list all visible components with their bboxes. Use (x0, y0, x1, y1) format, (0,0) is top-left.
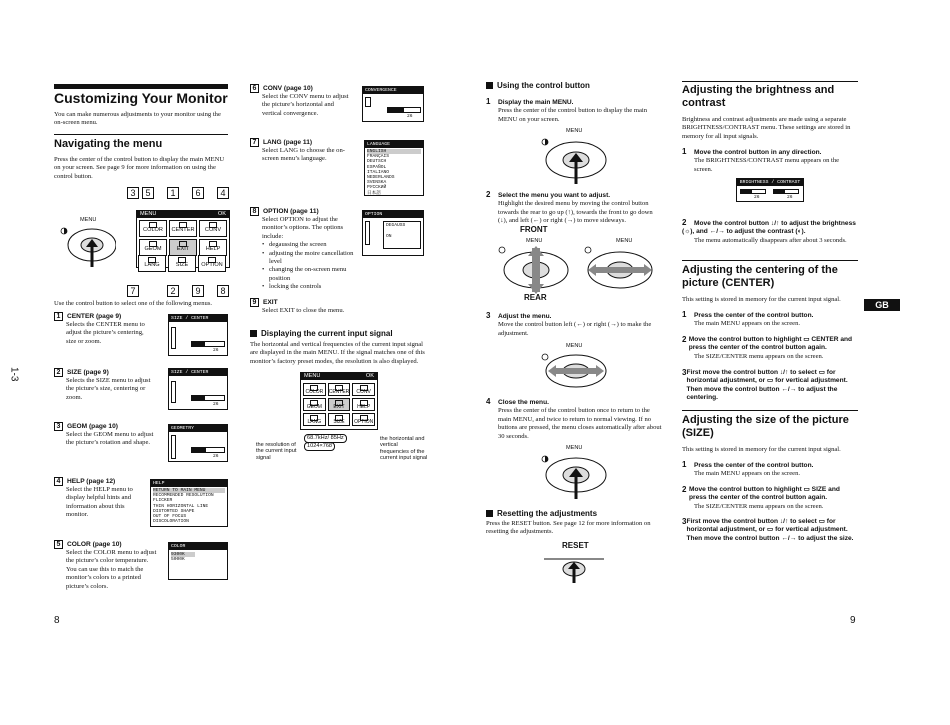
item-text: Selects the CENTER menu to adjust the picture’s centering, size or zoom. (66, 321, 145, 345)
osd-language (364, 140, 424, 196)
osd-size-center-1 (168, 314, 228, 356)
option-bullet: • degaussing the screen (262, 241, 356, 249)
signal-menu-ok: OK (365, 373, 374, 379)
reset-button-icon (542, 553, 606, 583)
control-step-1 (486, 98, 662, 124)
item-text: Select EXIT to close the menu. (262, 307, 345, 314)
brightness-slider (740, 189, 766, 194)
use-control-text: Use the control button to select one of the following menus. (54, 300, 213, 307)
square-bullet-icon (486, 82, 493, 89)
osd-icon-column (171, 381, 176, 403)
square-bullet-icon (486, 510, 493, 517)
callout-5: 5 (142, 187, 154, 199)
main-menu-header (137, 211, 229, 218)
control-button-directions-icon (496, 244, 658, 294)
menu-cell-center[interactable]: CENTER (169, 220, 197, 237)
item-title: OPTION (page 11) (263, 208, 319, 215)
option-list (250, 241, 356, 291)
step-body: Press the center of the control button once to return to the main MENU, and twice to return to normal viewing. If no buttons are pressed, the menu closes automatically after about 30 seconds. (498, 407, 662, 440)
brightness-value: 26 (754, 195, 760, 200)
control-step-4 (486, 398, 662, 441)
menu-cell-color[interactable]: COLOR (303, 383, 326, 396)
step-number: 2 (682, 218, 687, 227)
rear-label: REAR (524, 293, 547, 302)
step-head: First move the control button ↓/↑ to select ▭ for horizontal adjustment, or ▭ for vertical adjustment. Then move the control button ←/→ to adjust the size. (686, 518, 854, 542)
item-num: 3 (54, 422, 63, 431)
language-option: FRANÇAIS (367, 154, 390, 160)
degauss-value: ON (386, 234, 392, 240)
osd-value: 26 (213, 454, 219, 459)
menu-cell-color[interactable]: COLOR (139, 220, 167, 237)
page-number-left: 8 (54, 615, 60, 626)
language-option: SVENSKA (367, 180, 387, 186)
help-line: FLICKER (153, 498, 173, 504)
step-body: The menu automatically disappears after about 3 seconds. (694, 236, 847, 244)
resetting-title (486, 509, 597, 519)
language-option: 日本語 (367, 190, 381, 196)
resetting-title-text: Resetting the adjustments (497, 509, 598, 518)
side-label: 1-3 (8, 366, 20, 382)
help-line: DISCOLORATION (153, 519, 189, 525)
step-number: 1 (682, 310, 687, 319)
menu-cell-geom[interactable]: GEOM (139, 239, 167, 256)
control-title-text: Using the control button (497, 81, 590, 90)
menu-button-label: MENU (616, 238, 633, 244)
callout-1: 1 (167, 187, 179, 199)
menu-cell-option[interactable]: OPTION (198, 255, 226, 272)
displaying-title (250, 329, 393, 339)
menu-cell-conv[interactable]: CONV (199, 220, 227, 237)
menu-button-label: MENU (80, 217, 97, 223)
brightness-title: Adjusting the brightness and contrast (682, 84, 835, 109)
menu-cell-help[interactable]: HELP (352, 398, 375, 411)
step-head: Adjust the menu. (498, 313, 552, 320)
osd-value: 26 (213, 348, 219, 353)
menu-cell-exit[interactable]: EXIT (328, 398, 351, 411)
osd-slider (191, 447, 225, 453)
page-number-right: 9 (850, 615, 856, 626)
item-num: 9 (250, 298, 259, 307)
brightness-step-2 (682, 219, 858, 245)
menu-cell-exit[interactable]: EXIT (169, 239, 197, 256)
step-body: The main MENU appears on the screen. (694, 320, 801, 328)
signal-menu-osd (300, 372, 378, 430)
section-rule (682, 81, 858, 82)
osd-color (168, 542, 228, 580)
osd-size-center-2 (168, 368, 228, 410)
language-option: РУССКИЙ (367, 185, 387, 191)
item-text: Selects the SIZE menu to adjust the picture’s size, centering or zoom. (66, 377, 151, 401)
callout-9: 9 (192, 285, 204, 297)
language-option: ITALIANO (367, 169, 390, 175)
frequency-readout: 68.7kHz/ 85Hz (304, 434, 347, 443)
language-option: ESPAÑOL (367, 164, 387, 170)
language-option: NEDERLANDS (367, 175, 395, 181)
osd-title: GEOMETRY (169, 425, 227, 432)
osd-option (362, 210, 424, 256)
osd-slider (191, 341, 225, 347)
callout-3: 3 (127, 187, 139, 199)
frequency-caption: the horizontal and vertical frequencies of the current input signal (380, 436, 428, 462)
section-rule (682, 410, 858, 411)
menu-cell-lang[interactable]: LANG (303, 413, 326, 426)
menu-cell-size[interactable]: SIZE (168, 255, 196, 272)
contrast-value: 26 (787, 195, 793, 200)
item-text: Select the HELP menu to display helpful hints and information about this monitor. (66, 486, 133, 519)
control-step-2 (486, 191, 662, 226)
resetting-text: Press the RESET button. See page 12 for more information on resetting the adjustments. (486, 520, 651, 536)
option-bullet: • changing the on-screen menu position (262, 266, 356, 283)
item-center (54, 312, 150, 346)
osd-title: CONVERGENCE (363, 87, 423, 94)
help-line: RETURN TO MAIN MENU (153, 488, 225, 493)
main-menu-title: MENU (140, 211, 157, 217)
square-bullet-icon (250, 330, 257, 337)
osd-help (150, 479, 228, 527)
step-number: 2 (682, 335, 687, 344)
item-num: 1 (54, 312, 63, 321)
contrast-slider (773, 189, 799, 194)
item-num: 4 (54, 477, 63, 486)
control-button-press-icon (538, 134, 612, 186)
step-number: 3 (486, 311, 491, 320)
step-head: Move the control button to highlight ▭ CENTER and press the center of the control button again. (688, 336, 853, 352)
help-line: RECOMMENDED RESOLUTION (153, 493, 214, 499)
item-help (54, 477, 150, 520)
item-title: COLOR (page 10) (67, 541, 122, 548)
help-line: OUT OF FOCUS (153, 514, 187, 520)
size-step-1 (682, 461, 858, 479)
item-text: Select OPTION to adjust the monitor’s options. The options include: (262, 216, 344, 240)
step-number: 2 (486, 190, 491, 199)
signal-menu-header (301, 373, 377, 380)
item-text: Select the GEOM menu to adjust the picture’s rotation and shape. (66, 431, 154, 447)
step-number: 3 (682, 517, 687, 526)
osd-slider (191, 395, 225, 401)
step-head: Select the menu you want to adjust. (498, 192, 611, 199)
color-line: 5000K (171, 557, 185, 563)
control-button-close-icon (538, 451, 612, 501)
step-body: Press the center of the control button to display the main MENU on your screen. (498, 107, 648, 123)
navigating-title: Navigating the menu (54, 138, 163, 150)
control-title (486, 81, 590, 91)
step-number: 1 (486, 97, 491, 106)
section-rule (54, 134, 228, 135)
menu-button-label: MENU (566, 128, 583, 134)
osd-brightness-contrast (736, 178, 804, 202)
osd-icon-column (171, 435, 176, 459)
menu-cell-conv[interactable]: CONV (352, 383, 375, 396)
osd-title: BRIGHTNESS / CONTRAST (737, 179, 803, 186)
item-num: 7 (250, 138, 259, 147)
step-body: The BRIGHTNESS/CONTRAST menu appears on the screen. (694, 157, 840, 173)
osd-value: 26 (213, 402, 219, 407)
osd-value: 26 (407, 114, 413, 119)
osd-icon-column (365, 97, 371, 107)
language-tab-gb: GB (864, 299, 900, 311)
osd-icon-column (171, 327, 176, 349)
osd-slider (387, 107, 421, 113)
item-title: CENTER (page 9) (67, 313, 122, 320)
osd-title: OPTION (363, 211, 423, 218)
displaying-text: The horizontal and vertical frequencies of the current input signal are displayed in the main MENU. If the signal matches one of this monitor’s factory preset modes, the resolution is also displayed. (250, 341, 425, 365)
option-bullet: • adjusting the moire cancellation level (262, 250, 356, 267)
help-line: THIN HORIZONTAL LINE (153, 503, 209, 509)
size-text: This setting is stored in memory for the current input signal. (682, 446, 841, 453)
menu-navigation-diagram (54, 185, 230, 297)
osd-icon-column (365, 221, 370, 245)
color-line: 9300K (171, 552, 195, 557)
item-num: 5 (54, 540, 63, 549)
degauss-panel (383, 221, 421, 249)
size-step-2 (682, 486, 858, 511)
item-color (54, 540, 164, 591)
resolution-caption: the resolution of the current input signal (256, 442, 297, 461)
help-line: DISTORTED SHAPE (153, 508, 195, 514)
centering-step-3 (682, 369, 858, 403)
main-menu-ok: OK (217, 211, 226, 217)
item-title: GEOM (page 10) (67, 423, 118, 430)
item-exit (250, 298, 400, 315)
control-step-3 (486, 312, 662, 338)
osd-title: SIZE / CENTER (169, 369, 227, 376)
size-title: Adjusting the size of the picture (SIZE) (682, 414, 849, 439)
step-number: 4 (486, 397, 491, 406)
language-option: DEUTSCH (367, 159, 387, 165)
item-title: HELP (page 12) (67, 478, 116, 485)
osd-title: HELP (151, 480, 227, 487)
callout-2: 2 (167, 285, 179, 297)
item-conv (250, 84, 354, 118)
item-lang (250, 138, 354, 164)
step-number: 2 (682, 485, 687, 494)
osd-geometry (168, 424, 228, 462)
item-text: Select LANG to choose the on-screen menu’s language. (262, 147, 345, 163)
signal-menu-title: MENU (304, 373, 321, 379)
item-option (250, 207, 356, 292)
front-label: FRONT (520, 225, 548, 234)
osd-title: LANGUAGE (365, 141, 423, 148)
menu-button-label: MENU (566, 343, 583, 349)
step-head: Close the menu. (498, 399, 549, 406)
item-num: 6 (250, 84, 259, 93)
step-head: Press the center of the control button. (694, 312, 814, 319)
menu-button-label: MENU (526, 238, 543, 244)
callout-4: 4 (217, 187, 229, 199)
item-num: 8 (250, 207, 259, 216)
item-size (54, 368, 160, 402)
menu-cell-size[interactable]: SIZE (328, 413, 351, 426)
step-head: Move the control button ↓/↑ to adjust the brightness (☼), and ←/→ to adjust the contrast (◐). (682, 220, 856, 236)
menu-cell-geom[interactable]: GEOM (303, 398, 326, 411)
step-number: 1 (682, 147, 687, 156)
menu-cell-option[interactable]: OPTION (352, 413, 375, 426)
menu-cell-help[interactable]: HELP (199, 239, 227, 256)
step-body: Highlight the desired menu by moving the control button towards the rear to go up (↑), towards the front to go down (↓), and left (←) or right (→) to move sideways. (498, 200, 653, 225)
option-bullet: • locking the controls (262, 283, 356, 291)
item-geom (54, 422, 160, 448)
degauss-label: DEGAUSS (386, 223, 406, 228)
brightness-text: Brightness and contrast adjustments are made using a separate BRIGHTNESS/CONTRAST menu. These settings are stored in memory for all input signals. (682, 116, 851, 140)
displaying-title-text: Displaying the current input signal (261, 329, 393, 338)
osd-title: SIZE / CENTER (169, 315, 227, 322)
item-title: EXIT (263, 299, 278, 306)
step-body: The SIZE/CENTER menu appears on the screen. (694, 352, 824, 360)
item-text: Select the CONV menu to adjust the picture’s horizontal and vertical convergence. (262, 93, 349, 117)
step-body: The main MENU appears on the screen. (694, 470, 801, 478)
menu-button-label: MENU (566, 445, 583, 451)
item-num: 2 (54, 368, 63, 377)
size-step-3 (682, 518, 858, 543)
page-title: Customizing Your Monitor (54, 90, 228, 106)
section-rule (682, 260, 858, 261)
step-head: Move the control button in any direction. (694, 149, 822, 156)
step-head: Press the center of the control button. (694, 462, 814, 469)
item-title: LANG (page 11) (263, 139, 313, 146)
step-head: Move the control button to highlight ▭ SIZE and press the center of the control button again. (688, 486, 840, 502)
centering-title: Adjusting the centering of the picture (CENTER) (682, 264, 838, 289)
osd-title: COLOR (169, 543, 227, 550)
step-head: First move the control button ↓/↑ to select ▭ for horizontal adjustment, or ▭ for vertical adjustment. Then move the control button ←/→ to adjust the centering. (686, 369, 848, 402)
control-button-icon (58, 223, 116, 269)
language-option: ENGLISH (367, 149, 421, 154)
menu-cell-lang[interactable]: LANG (138, 255, 166, 272)
menu-cell-center[interactable]: CENTER (328, 383, 351, 396)
step-head: Display the main MENU. (498, 99, 574, 106)
centering-step-1 (682, 311, 858, 329)
item-text: Select the COLOR menu to adjust the picture’s color temperature. You can use this to match the monitor’s colors to a printed picture’s colors. (66, 549, 157, 590)
callout-8: 8 (217, 285, 229, 297)
item-title: CONV (page 10) (263, 85, 313, 92)
step-number: 1 (682, 460, 687, 469)
step-number: 3 (682, 368, 687, 377)
callout-7: 7 (127, 285, 139, 297)
centering-step-2 (682, 336, 858, 361)
step-body: The SIZE/CENTER menu appears on the screen. (694, 502, 824, 510)
step-body: Move the control button left (←) or right (→) to make the adjustment. (498, 321, 652, 337)
reset-label: RESET (562, 541, 589, 550)
navigating-text: Press the center of the control button to display the main MENU on your screen. See page 9 for more information on using the control button. (54, 156, 225, 180)
brightness-step-1 (682, 148, 858, 174)
resolution-readout: 1024×768 (304, 442, 335, 451)
title-bar (54, 84, 228, 89)
osd-convergence (362, 86, 424, 122)
callout-6: 6 (192, 187, 204, 199)
centering-text: This setting is stored in memory for the current input signal. (682, 296, 841, 303)
control-button-adjust-icon (538, 349, 612, 393)
item-title: SIZE (page 9) (67, 369, 109, 376)
intro-text: You can make numerous adjustments to your monitor using the on-screen menu. (54, 111, 221, 127)
